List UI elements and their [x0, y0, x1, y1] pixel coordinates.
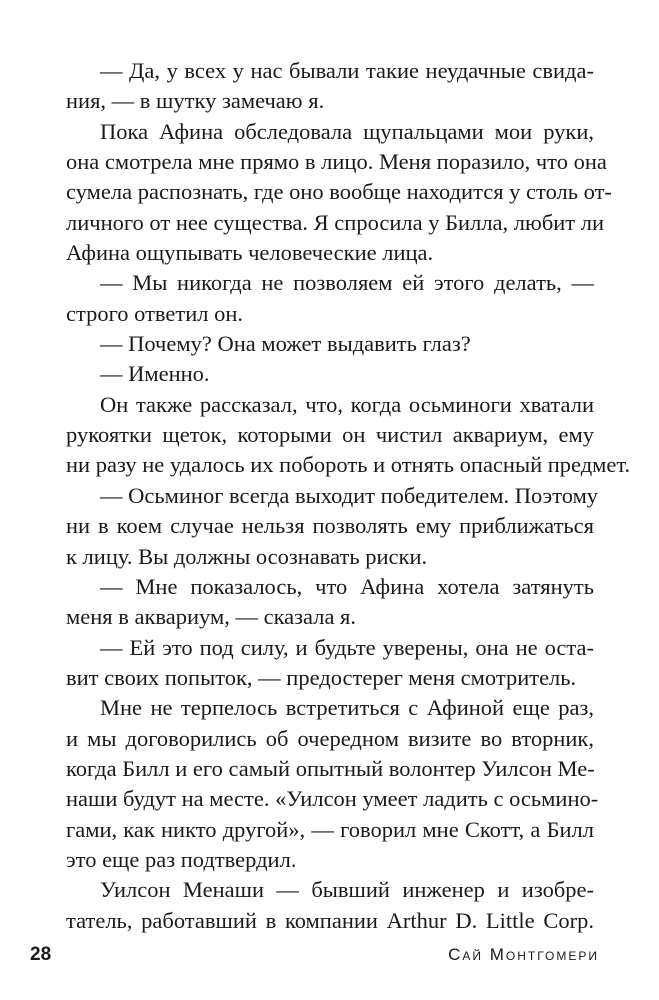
body-text: [66, 56, 631, 936]
text-line: и мы договорились об очередном визите во вторник,: [66, 725, 594, 751]
text-line: ния, — в шутку замечаю я.: [66, 88, 325, 114]
text-line: Мне не терпелось встретиться с Афиной еще раз,: [100, 695, 594, 721]
text-line: вит своих попыток, — предостерег меня смотритель.: [66, 664, 577, 690]
running-head-author: Сай Монтгомери: [448, 945, 599, 964]
text-line: меня в аквариум, — сказала я.: [66, 604, 357, 630]
text-line: гами, как никто другой», — говорил мне Скотт, а Билл: [66, 816, 594, 842]
text-line: — Именно.: [100, 361, 210, 387]
page-number: 28: [30, 944, 52, 965]
page-footer: [30, 944, 599, 966]
text-line: — Да, у всех у нас бывали такие неудачные свида-: [100, 58, 594, 83]
text-line: — Мы никогда не позволяем ей этого делать, —: [100, 270, 594, 296]
text-line: это еще раз подтвердил.: [66, 846, 297, 872]
text-line: Афина ощупывать человеческие лица.: [66, 240, 434, 266]
text-line: Пока Афина обследовала щупальцами мои руки,: [100, 118, 594, 144]
text-line: личного от нее существа. Я спросила у Билла, любит ли: [66, 209, 605, 235]
text-line: строго ответил он.: [66, 300, 244, 326]
text-line: когда Билл и его самый опытный волонтер Уилсон Ме-: [66, 755, 595, 781]
text-line: ни в коем случае нельзя позволять ему приближаться: [66, 513, 594, 539]
text-line: — Мне показалось, что Афина хотела затянуть: [100, 573, 594, 599]
text-line: — Осьминог всегда выходит победителем. Поэтому: [100, 482, 599, 508]
text-line: Уилсон Менаши — бывший инженер и изобре-: [100, 877, 594, 903]
text-line: рукоятки щеток, которыми он чистил аквариум, ему: [66, 422, 594, 448]
text-line: она смотрела мне прямо в лицо. Меня поразило, что она: [66, 149, 607, 175]
text-line: сумела распознать, где оно вообще находится у столь от-: [66, 179, 612, 205]
text-line: к лицу. Вы должны осознавать риски.: [66, 543, 428, 569]
text-line: наши будут на месте. «Уилсон умеет ладить с осьмино-: [66, 786, 599, 812]
text-line: — Ей это под силу, и будьте уверены, она не оста-: [100, 634, 594, 660]
text-line: татель, работавший в компании Arthur D. Little Corp.: [66, 907, 594, 933]
text-line: ни разу не удалось их побороть и отнять опасный предмет.: [66, 452, 631, 478]
text-line: Он также рассказал, что, когда осьминоги хватали: [100, 391, 594, 417]
text-line: — Почему? Она может выдавить глаз?: [100, 331, 471, 357]
